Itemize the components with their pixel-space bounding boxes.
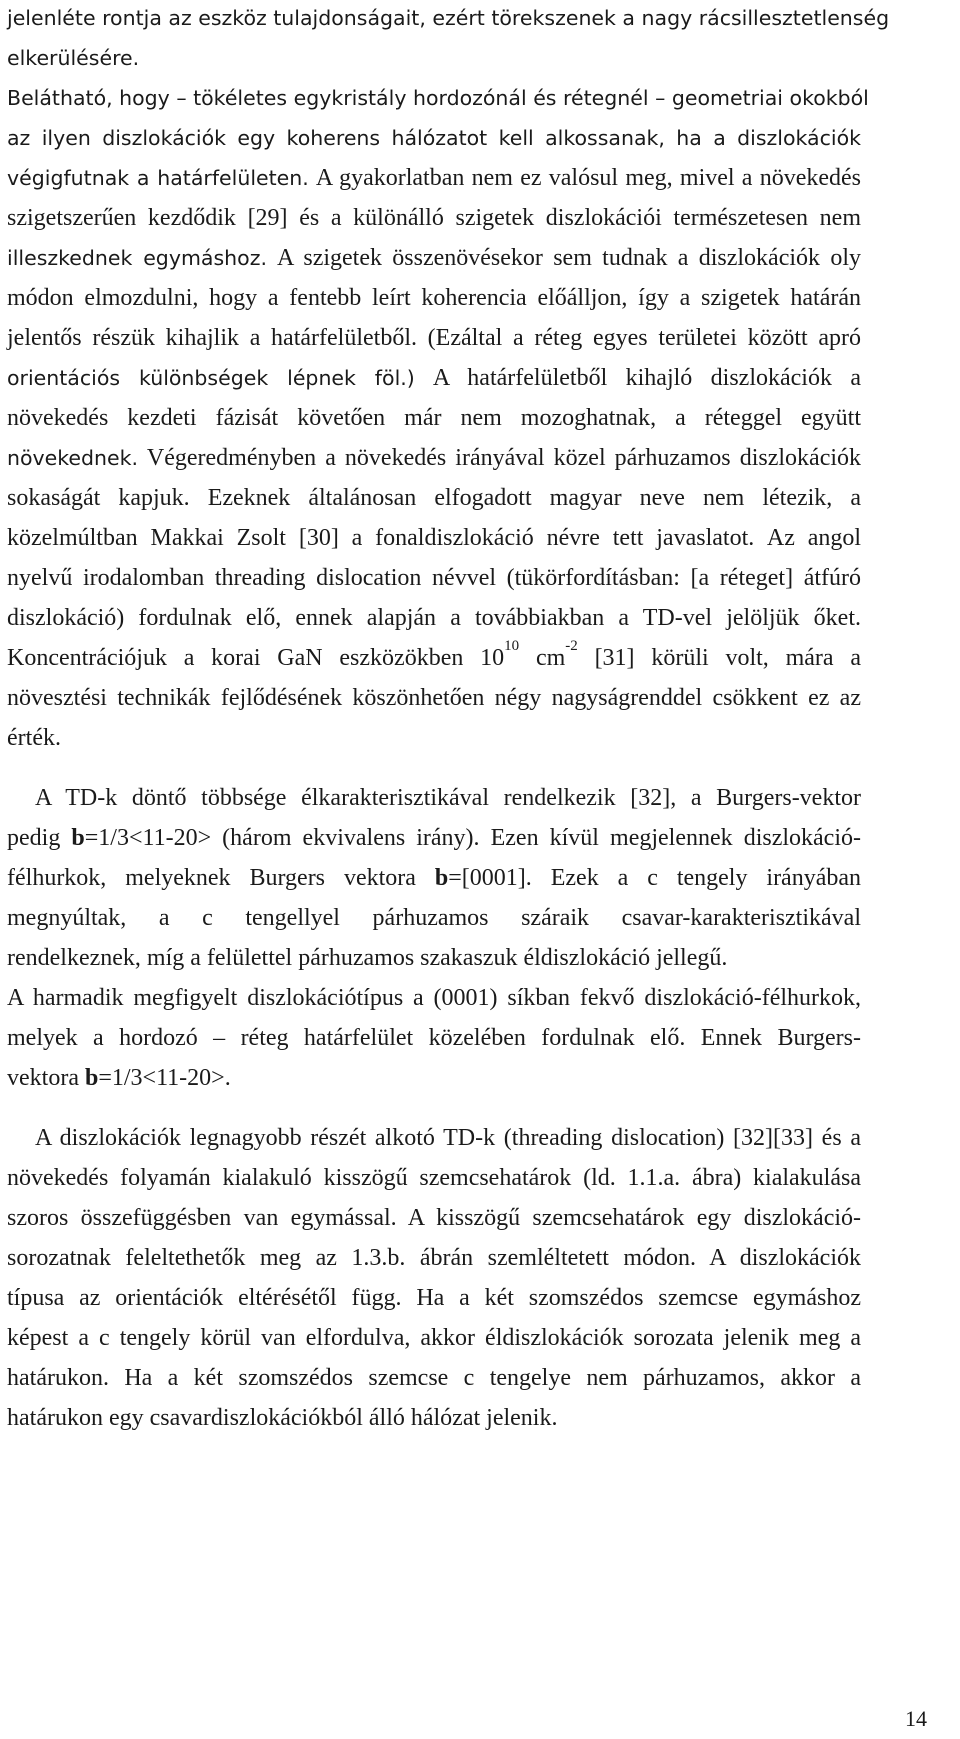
text-line: diszlokáció) fordulnak elő, ennek alapján a továbbiakban a TD-vel jelöljük őket.	[7, 605, 861, 631]
page-number: 14	[905, 1706, 927, 1731]
text-line: határukon egy csavardiszlokációkból álló hálózat jelenik.	[7, 1405, 558, 1431]
text-line: érték.	[7, 725, 61, 751]
text-line: szoros összefüggésben van egymással. A kisszögű szemcsehatárok egy diszlokáció-	[7, 1205, 862, 1231]
text-line: sokaságát kapjuk. Ezeknek általánosan elfogadott magyar neve nem létezik, a	[7, 485, 861, 511]
text-line: pedig b=1/3<11-20> (három ekvivalens irány). Ezen kívül megjelennek diszlokáció-	[7, 825, 861, 851]
text-line: típusa az orientációk eltérésétől függ. Ha a két szomszédos szemcse egymáshoz	[7, 1285, 861, 1311]
text-line: sorozatnak feleltethetők meg az 1.3.b. ábrán szemléltetett módon. A diszlokációk	[7, 1245, 861, 1271]
text-line: megnyúltak, a c tengellyel párhuzamos száraik csavar-karakterisztikával	[7, 905, 861, 931]
text-line: határukon. Ha a két szomszédos szemcse c tengelye nem párhuzamos, akkor a	[7, 1365, 861, 1391]
text-line: növesztési technikák fejlődésének köszönhetően négy nagyságrenddel csökkent ez az	[7, 685, 861, 711]
text-line: A TD-k döntő többsége élkarakterisztikával rendelkezik [32], a Burgers-vektor	[35, 785, 861, 811]
text-line: orientációs különbségek lépnek föl.) A határfelületből kihajló diszlokációk a	[7, 365, 861, 391]
text-line: A diszlokációk legnagyobb részét alkotó TD-k (threading dislocation) [32][33] és a	[35, 1125, 861, 1151]
text-line: vektora b=1/3<11-20>.	[7, 1065, 231, 1091]
text-line: az ilyen diszlokációk egy koherens hálózatot kell alkossanak, ha a diszlokációk	[7, 126, 861, 150]
text-line: képest a c tengely körül van elfordulva, akkor éldiszlokációk sorozata jelenik meg a	[7, 1325, 861, 1351]
text-line: illeszkednek egymáshoz. A szigetek összenövésekor sem tudnak a diszlokációk oly	[7, 245, 862, 271]
text-line: A harmadik megfigyelt diszlokációtípus a (0001) síkban fekvő diszlokáció-félhurkok,	[7, 985, 861, 1011]
text-line: elkerülésére.	[7, 46, 140, 70]
text-line: növekedés kezdeti fázisát követően már nem mozoghatnak, a réteggel együtt	[7, 405, 861, 431]
text-line: növekedés folyamán kialakuló kisszögű szemcsehatárok (ld. 1.1.a. ábra) kialakulása	[7, 1165, 861, 1191]
text-line: közelmúltban Makkai Zsolt [30] a fonaldiszlokáció névre tett javaslatot. Az angol	[7, 525, 862, 551]
text-line: végigfutnak a határfelületen. A gyakorlatban nem ez valósul meg, mivel a növekedés	[7, 165, 862, 191]
text-line: rendelkeznek, míg a felülettel párhuzamos szakaszuk éldiszlokáció jellegű.	[7, 945, 728, 971]
text-line: nyelvű irodalomban threading dislocation névvel (tükörfordításban: [a réteget] átfúró	[7, 565, 861, 591]
text-line: módon elmozdulni, hogy a fentebb leírt koherencia előálljon, így a szigetek határán	[7, 285, 861, 311]
text-line: Koncentrációjuk a korai GaN eszközökben $10^{10}$ $cm^{-2}$ [31] körüli volt, mára a	[7, 638, 862, 671]
text-line: szigetszerűen kezdődik [29] és a különálló szigetek diszlokációi természetesen nem	[7, 205, 861, 231]
text-line: jelentős részük kihajlik a határfelületből. (Ezáltal a réteg egyes területei között apró	[7, 325, 861, 351]
text-line: jelenléte rontja az eszköz tulajdonságait, ezért törekszenek a nagy rácsillesztetlenség	[7, 6, 890, 30]
text-line: félhurkok, melyeknek Burgers vektora b=[0001]. Ezek a c tengely irányában	[7, 865, 862, 891]
text-line: növekednek. Végeredményben a növekedés irányával közel párhuzamos diszlokációk	[7, 445, 862, 471]
text-line: Belátható, hogy – tökéletes egykristály hordozónál és rétegnél – geometriai okokból	[7, 86, 869, 110]
text-line: melyek a hordozó – réteg határfelület közelében fordulnak elő. Ennek Burgers-	[7, 1025, 861, 1051]
